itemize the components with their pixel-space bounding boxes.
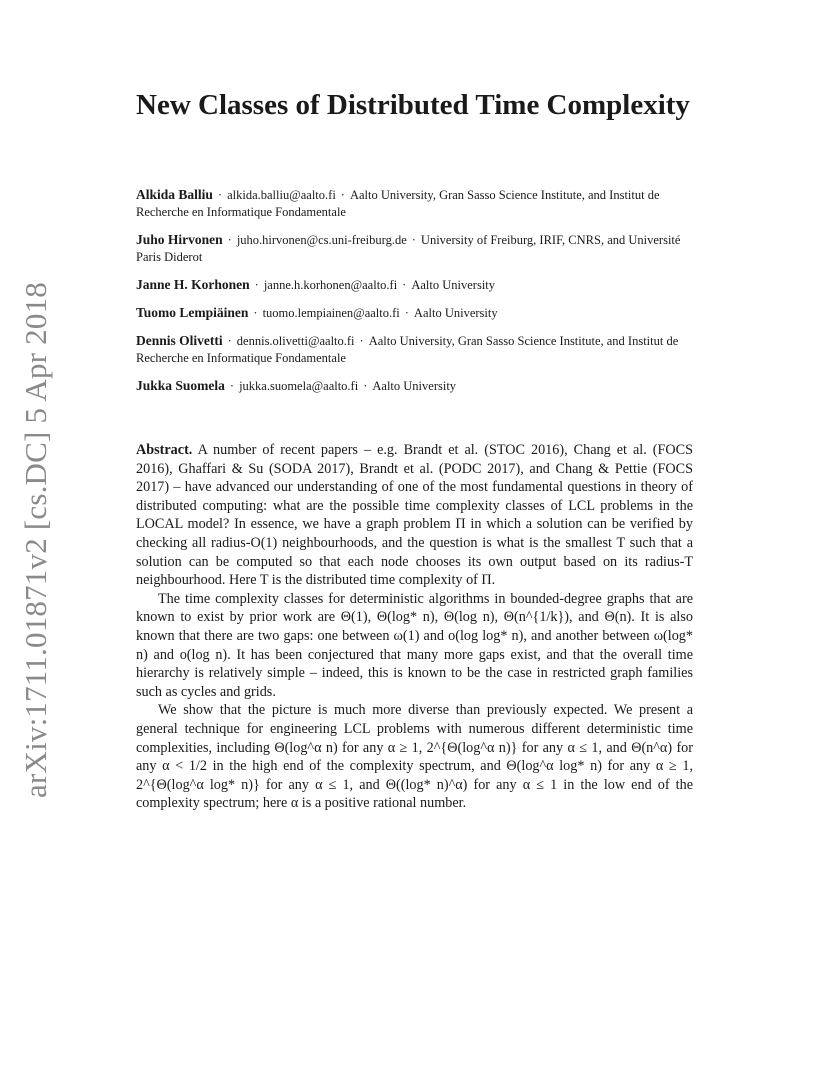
author-name: Janne H. Korhonen [136,277,250,292]
author-entry [136,304,696,322]
abstract-label: Abstract. [136,442,193,458]
arxiv-identifier [14,282,58,798]
author-email: alkida.balliu@aalto.fi [227,188,336,202]
author-name: Tuomo Lempiäinen [136,305,249,320]
author-email: dennis.olivetti@aalto.fi [236,334,355,348]
author-email: janne.h.korhonen@aalto.fi [263,278,398,292]
author-affiliation: Aalto University, Gran Sasso Science Institute, and Institut de Recherche en Informatique Fondamentale [136,334,679,365]
abstract [136,441,693,813]
author-affiliation: Aalto University [413,306,498,320]
separator: · [402,278,407,292]
author-name: Jukka Suomela [136,378,225,393]
separator: · [229,379,235,393]
author-entry [136,377,696,395]
paper-title: New Classes of Distributed Time Complexity [136,89,690,121]
separator: · [359,334,364,348]
author-entry [136,332,696,367]
author-entry [136,186,696,221]
separator: · [363,379,368,393]
author-email: juho.hirvonen@cs.uni-freiburg.de [236,233,407,247]
abstract-paragraph-text: A number of recent papers – e.g. Brandt et al. (STOC 2016), Chang et al. (FOCS 2016), Ghaffari & Su (SODA 2017), Brandt et al. (PODC 2017), and Chang & Pettie (FOCS 2017) – have advanced our understanding of one of the most fundamental questions in theory of distributed computing: what are the possible time complexity classes of LCL problems in the LOCAL model? In essence, we have a graph problem Π in which a solution can be verified by checking all radius-O(1) neighbourhoods, and the question is what is the smallest T such that a solution can be computed so that each node chooses its own output based on its radius-T neighbourhood. Here T is the distributed time complexity of Π. [136,442,693,589]
author-affiliation: University of Freiburg, IRIF, CNRS, and Université Paris Diderot [136,233,681,264]
author-email: tuomo.lempiainen@aalto.fi [262,306,400,320]
author-list [136,186,696,405]
arxiv-identifier-text: arXiv:1711.01871v2 [cs.DC] 5 Apr 2018 [18,282,53,798]
author-affiliation: Aalto University [372,379,457,393]
separator: · [404,306,409,320]
separator: · [254,278,259,292]
separator: · [411,233,416,247]
author-entry [136,231,696,266]
author-affiliation: Aalto University, Gran Sasso Science Institute, and Institut de Recherche en Informatique Fondamentale [136,188,660,219]
author-email: jukka.suomela@aalto.fi [239,379,359,393]
separator: · [217,188,223,202]
author-affiliation: Aalto University [411,278,496,292]
author-entry [136,276,696,294]
abstract-paragraph [136,441,693,590]
abstract-paragraph: The time complexity classes for deterministic algorithms in bounded-degree graphs that are known to exist by prior work are Θ(1), Θ(log* n), Θ(log n), Θ(n^{1/k}), and Θ(n). It is also known that there are two gaps: one between ω(1) and o(log log* n), and another between ω(log* n) and o(log n). It has been conjectured that many more gaps exist, and that the overall time hierarchy is relatively simple – indeed, this is known to be the case in restricted graph families such as cycles and grids. [136,590,693,700]
abstract-paragraph: We show that the picture is much more diverse than previously expected. We present a general technique for engineering LCL problems with numerous different deterministic time complexities, including Θ(log^α n) for any α ≥ 1, 2^{Θ(log^α n)} for any α ≤ 1, and Θ(n^α) for any α < 1/2 in the high end of the complexity spectrum, and Θ(log^α log* n) for any α ≥ 1, 2^{Θ(log^α log* n)} for any α ≤ 1, and Θ((log* n)^α) for any α ≤ 1 in the low end of the complexity spectrum; here α is a positive rational number. [136,702,693,812]
author-name: Dennis Olivetti [136,333,223,348]
separator: · [227,334,232,348]
author-name: Alkida Balliu [136,187,213,202]
separator: · [253,306,258,320]
separator: · [227,233,232,247]
author-name: Juho Hirvonen [136,232,223,247]
separator: · [340,188,345,202]
